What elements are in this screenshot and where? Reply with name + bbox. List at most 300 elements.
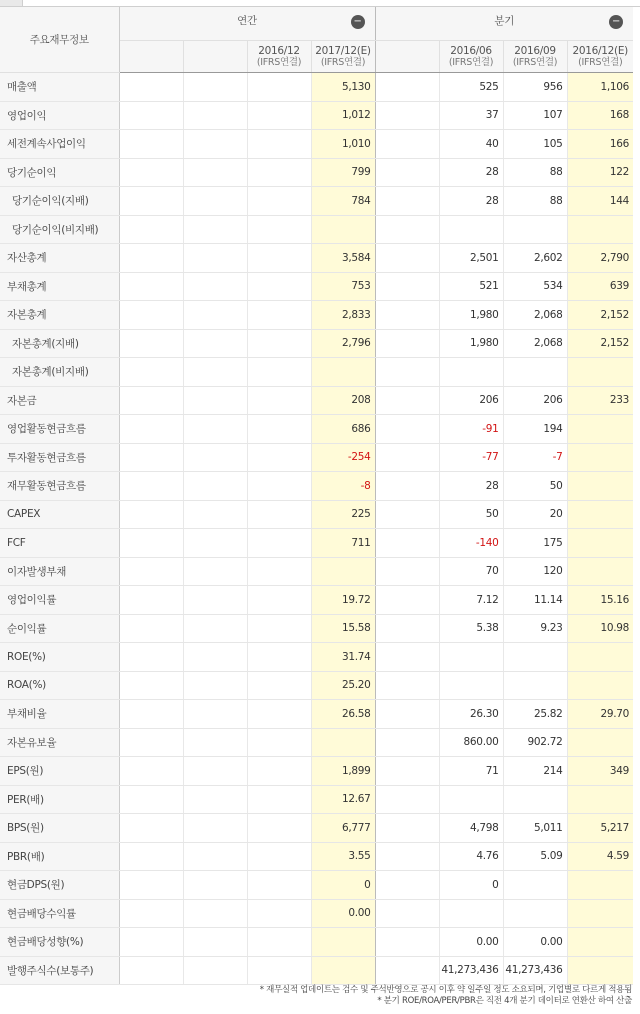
period-label: 2016/09 bbox=[514, 44, 556, 57]
value-cell bbox=[503, 671, 567, 700]
value-cell bbox=[567, 529, 633, 558]
value-cell bbox=[247, 329, 311, 358]
spacer-cell bbox=[375, 500, 439, 529]
row-label: PBR(배) bbox=[0, 842, 119, 871]
value-cell: 28 bbox=[439, 472, 503, 501]
value-cell: 0 bbox=[311, 871, 375, 900]
value-cell bbox=[183, 386, 247, 415]
row-label: 당기순이익 bbox=[0, 158, 119, 187]
value-cell bbox=[247, 728, 311, 757]
period-label: 2017/12(E) bbox=[315, 44, 371, 57]
value-cell: 2,152 bbox=[567, 329, 633, 358]
spacer-cell bbox=[375, 215, 439, 244]
period-header bbox=[119, 41, 183, 73]
top-tab-strip bbox=[0, 0, 640, 7]
period-header bbox=[311, 41, 375, 73]
value-cell: 2,796 bbox=[311, 329, 375, 358]
table-row bbox=[0, 586, 633, 615]
row-label: 발행주식수(보통주) bbox=[0, 956, 119, 985]
row-label: 부채총계 bbox=[0, 272, 119, 301]
spacer-cell bbox=[375, 272, 439, 301]
value-cell: 4.76 bbox=[439, 842, 503, 871]
value-cell bbox=[183, 244, 247, 273]
value-cell: 40 bbox=[439, 130, 503, 159]
row-label: 자본총계(지배) bbox=[0, 329, 119, 358]
value-cell: 5,011 bbox=[503, 814, 567, 843]
value-cell bbox=[183, 842, 247, 871]
value-cell bbox=[119, 158, 183, 187]
value-cell bbox=[183, 956, 247, 985]
value-cell: 2,152 bbox=[567, 301, 633, 330]
value-cell bbox=[247, 671, 311, 700]
spacer-cell bbox=[375, 700, 439, 729]
value-cell: -7 bbox=[503, 443, 567, 472]
row-label: FCF bbox=[0, 529, 119, 558]
value-cell bbox=[567, 871, 633, 900]
value-cell bbox=[567, 928, 633, 957]
value-cell bbox=[183, 671, 247, 700]
value-cell: 144 bbox=[567, 187, 633, 216]
spacer-cell bbox=[375, 130, 439, 159]
value-cell: 41,273,436 bbox=[503, 956, 567, 985]
quarter-group-header bbox=[375, 7, 633, 41]
value-cell: 168 bbox=[567, 101, 633, 130]
value-cell bbox=[247, 643, 311, 672]
spacer-cell bbox=[375, 358, 439, 387]
value-cell bbox=[439, 358, 503, 387]
value-cell: 175 bbox=[503, 529, 567, 558]
row-label: ROE(%) bbox=[0, 643, 119, 672]
row-label: 자본총계(비지배) bbox=[0, 358, 119, 387]
value-cell bbox=[119, 842, 183, 871]
row-label: 이자발생부채 bbox=[0, 557, 119, 586]
value-cell bbox=[183, 785, 247, 814]
row-label: 현금DPS(원) bbox=[0, 871, 119, 900]
value-cell: 639 bbox=[567, 272, 633, 301]
spacer-cell bbox=[375, 728, 439, 757]
row-label: BPS(원) bbox=[0, 814, 119, 843]
value-cell bbox=[567, 472, 633, 501]
spacer-cell bbox=[375, 557, 439, 586]
row-label: 현금배당수익률 bbox=[0, 899, 119, 928]
value-cell bbox=[503, 215, 567, 244]
value-cell bbox=[183, 557, 247, 586]
row-label: 순이익률 bbox=[0, 614, 119, 643]
value-cell: 225 bbox=[311, 500, 375, 529]
spacer-cell bbox=[375, 472, 439, 501]
value-cell: -91 bbox=[439, 415, 503, 444]
value-cell bbox=[183, 814, 247, 843]
value-cell bbox=[183, 272, 247, 301]
spacer-cell bbox=[375, 529, 439, 558]
value-cell: 107 bbox=[503, 101, 567, 130]
value-cell: 25.82 bbox=[503, 700, 567, 729]
table-row bbox=[0, 215, 633, 244]
value-cell: 6,777 bbox=[311, 814, 375, 843]
row-label: 당기순이익(비지배) bbox=[0, 215, 119, 244]
value-cell bbox=[247, 358, 311, 387]
value-cell: 860.00 bbox=[439, 728, 503, 757]
value-cell bbox=[119, 187, 183, 216]
value-cell bbox=[119, 244, 183, 273]
value-cell bbox=[183, 643, 247, 672]
value-cell bbox=[119, 415, 183, 444]
value-cell: 349 bbox=[567, 757, 633, 786]
value-cell bbox=[183, 415, 247, 444]
spacer-cell bbox=[375, 244, 439, 273]
value-cell bbox=[247, 928, 311, 957]
value-cell bbox=[119, 785, 183, 814]
value-cell: 11.14 bbox=[503, 586, 567, 615]
spacer-cell bbox=[375, 386, 439, 415]
value-cell: -140 bbox=[439, 529, 503, 558]
value-cell bbox=[119, 700, 183, 729]
period-header-spacer bbox=[375, 41, 439, 73]
period-basis: (IFRS연결) bbox=[448, 56, 494, 68]
value-cell bbox=[183, 329, 247, 358]
value-cell: 5,130 bbox=[311, 73, 375, 102]
spacer-cell bbox=[375, 871, 439, 900]
value-cell bbox=[247, 899, 311, 928]
value-cell: 19.72 bbox=[311, 586, 375, 615]
period-label: 2016/06 bbox=[450, 44, 492, 57]
value-cell bbox=[247, 443, 311, 472]
row-label: 자본유보율 bbox=[0, 728, 119, 757]
value-cell bbox=[183, 443, 247, 472]
value-cell bbox=[183, 871, 247, 900]
value-cell: 31.74 bbox=[311, 643, 375, 672]
collapse-quarter-icon[interactable]: − bbox=[609, 15, 623, 29]
period-basis: (IFRS연결) bbox=[256, 56, 302, 68]
value-cell: 521 bbox=[439, 272, 503, 301]
value-cell: -77 bbox=[439, 443, 503, 472]
spacer-cell bbox=[375, 73, 439, 102]
table-row bbox=[0, 386, 633, 415]
value-cell bbox=[311, 358, 375, 387]
value-cell bbox=[119, 358, 183, 387]
table-row bbox=[0, 757, 633, 786]
table-row bbox=[0, 928, 633, 957]
value-cell bbox=[567, 671, 633, 700]
value-cell bbox=[567, 899, 633, 928]
value-cell: 0.00 bbox=[503, 928, 567, 957]
spacer-cell bbox=[375, 956, 439, 985]
value-cell: 2,068 bbox=[503, 329, 567, 358]
value-cell: 15.58 bbox=[311, 614, 375, 643]
row-label: EPS(원) bbox=[0, 757, 119, 786]
spacer-cell bbox=[375, 899, 439, 928]
value-cell: 5,217 bbox=[567, 814, 633, 843]
value-cell: 105 bbox=[503, 130, 567, 159]
table-row bbox=[0, 671, 633, 700]
spacer-cell bbox=[375, 443, 439, 472]
value-cell bbox=[567, 643, 633, 672]
spacer-cell bbox=[375, 158, 439, 187]
table-row bbox=[0, 272, 633, 301]
value-cell bbox=[183, 529, 247, 558]
annual-group-label: 연간 bbox=[237, 15, 257, 27]
table-row bbox=[0, 73, 633, 102]
period-header bbox=[247, 41, 311, 73]
table-row bbox=[0, 956, 633, 985]
value-cell: 2,790 bbox=[567, 244, 633, 273]
value-cell: 0.00 bbox=[439, 928, 503, 957]
value-cell: 534 bbox=[503, 272, 567, 301]
value-cell bbox=[183, 928, 247, 957]
spacer-cell bbox=[375, 614, 439, 643]
value-cell: 20 bbox=[503, 500, 567, 529]
value-cell: 122 bbox=[567, 158, 633, 187]
value-cell: 166 bbox=[567, 130, 633, 159]
value-cell: 233 bbox=[567, 386, 633, 415]
value-cell bbox=[119, 557, 183, 586]
value-cell: 214 bbox=[503, 757, 567, 786]
row-label: 매출액 bbox=[0, 73, 119, 102]
top-tab[interactable] bbox=[0, 0, 23, 6]
spacer-cell bbox=[375, 301, 439, 330]
value-cell bbox=[311, 956, 375, 985]
value-cell bbox=[119, 871, 183, 900]
row-label: 재무활동현금흐름 bbox=[0, 472, 119, 501]
footnote-1: * 재무실적 업데이트는 검수 및 주석반영으로 공시 이후 약 일주일 정도 소요되며, 기업별로 다르게 적용됨 bbox=[259, 985, 632, 995]
period-basis: (IFRS연결) bbox=[512, 56, 558, 68]
value-cell bbox=[119, 529, 183, 558]
value-cell: 525 bbox=[439, 73, 503, 102]
table-row bbox=[0, 728, 633, 757]
value-cell bbox=[247, 73, 311, 102]
row-label: 영업이익률 bbox=[0, 586, 119, 615]
value-cell bbox=[119, 928, 183, 957]
value-cell: 26.30 bbox=[439, 700, 503, 729]
value-cell bbox=[119, 101, 183, 130]
value-cell bbox=[247, 785, 311, 814]
value-cell: 2,833 bbox=[311, 301, 375, 330]
table-row bbox=[0, 443, 633, 472]
table-title: 주요재무정보 bbox=[0, 7, 119, 73]
value-cell bbox=[119, 73, 183, 102]
value-cell bbox=[183, 899, 247, 928]
value-cell bbox=[247, 386, 311, 415]
row-label: 투자활동현금흐름 bbox=[0, 443, 119, 472]
footnote-2: * 분기 ROE/ROA/PER/PBR은 직전 4개 분기 데이터로 연환산 하여 산출 bbox=[377, 996, 632, 1006]
value-cell: 753 bbox=[311, 272, 375, 301]
value-cell: 7.12 bbox=[439, 586, 503, 615]
spacer-cell bbox=[375, 671, 439, 700]
row-label: 자본총계 bbox=[0, 301, 119, 330]
spacer-cell bbox=[375, 643, 439, 672]
value-cell bbox=[247, 500, 311, 529]
spacer-cell bbox=[375, 586, 439, 615]
value-cell bbox=[567, 557, 633, 586]
value-cell bbox=[503, 785, 567, 814]
value-cell bbox=[119, 386, 183, 415]
spacer-cell bbox=[375, 757, 439, 786]
value-cell bbox=[311, 728, 375, 757]
value-cell bbox=[119, 899, 183, 928]
value-cell: 41,273,436 bbox=[439, 956, 503, 985]
value-cell bbox=[183, 586, 247, 615]
table-row bbox=[0, 814, 633, 843]
value-cell: 28 bbox=[439, 187, 503, 216]
quarter-group-label: 분기 bbox=[494, 15, 515, 27]
value-cell bbox=[567, 215, 633, 244]
table-row bbox=[0, 244, 633, 273]
value-cell: 686 bbox=[311, 415, 375, 444]
table-body bbox=[0, 73, 633, 985]
value-cell: 12.67 bbox=[311, 785, 375, 814]
value-cell bbox=[247, 842, 311, 871]
spacer-cell bbox=[375, 928, 439, 957]
table-row bbox=[0, 500, 633, 529]
value-cell: 5.38 bbox=[439, 614, 503, 643]
value-cell bbox=[567, 443, 633, 472]
value-cell bbox=[503, 871, 567, 900]
value-cell bbox=[247, 586, 311, 615]
value-cell bbox=[567, 785, 633, 814]
value-cell bbox=[247, 244, 311, 273]
value-cell bbox=[119, 301, 183, 330]
value-cell bbox=[119, 614, 183, 643]
value-cell: 5.09 bbox=[503, 842, 567, 871]
value-cell bbox=[567, 500, 633, 529]
row-label: 영업이익 bbox=[0, 101, 119, 130]
value-cell: 88 bbox=[503, 187, 567, 216]
table-row bbox=[0, 187, 633, 216]
table-row bbox=[0, 785, 633, 814]
value-cell: 120 bbox=[503, 557, 567, 586]
value-cell bbox=[247, 956, 311, 985]
value-cell bbox=[311, 928, 375, 957]
value-cell: 1,012 bbox=[311, 101, 375, 130]
value-cell: 799 bbox=[311, 158, 375, 187]
value-cell bbox=[119, 757, 183, 786]
value-cell bbox=[311, 215, 375, 244]
period-header bbox=[439, 41, 503, 73]
table-row bbox=[0, 871, 633, 900]
value-cell bbox=[247, 614, 311, 643]
value-cell bbox=[247, 529, 311, 558]
value-cell bbox=[183, 187, 247, 216]
row-label: 세전계속사업이익 bbox=[0, 130, 119, 159]
row-label: 현금배당성향(%) bbox=[0, 928, 119, 957]
value-cell bbox=[183, 472, 247, 501]
table-row bbox=[0, 358, 633, 387]
annual-group-header bbox=[119, 7, 375, 41]
value-cell bbox=[183, 158, 247, 187]
value-cell: 206 bbox=[503, 386, 567, 415]
value-cell bbox=[183, 101, 247, 130]
spacer-cell bbox=[375, 101, 439, 130]
value-cell bbox=[247, 871, 311, 900]
value-cell bbox=[247, 130, 311, 159]
value-cell: 29.70 bbox=[567, 700, 633, 729]
table-row bbox=[0, 899, 633, 928]
value-cell bbox=[119, 671, 183, 700]
table-row bbox=[0, 158, 633, 187]
value-cell bbox=[247, 557, 311, 586]
value-cell: 956 bbox=[503, 73, 567, 102]
table-row bbox=[0, 415, 633, 444]
value-cell bbox=[567, 728, 633, 757]
value-cell bbox=[119, 272, 183, 301]
value-cell bbox=[247, 700, 311, 729]
value-cell: 206 bbox=[439, 386, 503, 415]
collapse-annual-icon[interactable]: − bbox=[351, 15, 365, 29]
row-label: 당기순이익(지배) bbox=[0, 187, 119, 216]
period-label: 2016/12 bbox=[258, 44, 300, 57]
value-cell bbox=[439, 215, 503, 244]
spacer-cell bbox=[375, 785, 439, 814]
value-cell: 0.00 bbox=[311, 899, 375, 928]
value-cell: 1,899 bbox=[311, 757, 375, 786]
table-row bbox=[0, 842, 633, 871]
spacer-cell bbox=[375, 415, 439, 444]
value-cell bbox=[503, 899, 567, 928]
value-cell bbox=[503, 643, 567, 672]
financial-summary-table bbox=[0, 7, 633, 985]
table-row bbox=[0, 101, 633, 130]
footnotes bbox=[260, 985, 632, 1007]
row-label: CAPEX bbox=[0, 500, 119, 529]
value-cell: 4,798 bbox=[439, 814, 503, 843]
value-cell bbox=[183, 215, 247, 244]
spacer-cell bbox=[375, 187, 439, 216]
value-cell bbox=[119, 586, 183, 615]
value-cell bbox=[247, 101, 311, 130]
value-cell bbox=[439, 643, 503, 672]
value-cell bbox=[311, 557, 375, 586]
value-cell bbox=[247, 757, 311, 786]
value-cell: 9.23 bbox=[503, 614, 567, 643]
value-cell bbox=[247, 158, 311, 187]
value-cell bbox=[183, 500, 247, 529]
value-cell bbox=[183, 301, 247, 330]
spacer-cell bbox=[375, 842, 439, 871]
value-cell: 2,068 bbox=[503, 301, 567, 330]
value-cell bbox=[439, 671, 503, 700]
value-cell: 784 bbox=[311, 187, 375, 216]
value-cell bbox=[247, 215, 311, 244]
value-cell bbox=[503, 358, 567, 387]
spacer-cell bbox=[375, 814, 439, 843]
value-cell: 3,584 bbox=[311, 244, 375, 273]
row-label: ROA(%) bbox=[0, 671, 119, 700]
value-cell: 1,980 bbox=[439, 329, 503, 358]
value-cell: 3.55 bbox=[311, 842, 375, 871]
value-cell bbox=[183, 358, 247, 387]
row-label: 부채비율 bbox=[0, 700, 119, 729]
value-cell bbox=[439, 899, 503, 928]
value-cell bbox=[119, 443, 183, 472]
row-label: PER(배) bbox=[0, 785, 119, 814]
value-cell: -8 bbox=[311, 472, 375, 501]
value-cell: 208 bbox=[311, 386, 375, 415]
value-cell: 25.20 bbox=[311, 671, 375, 700]
value-cell: 15.16 bbox=[567, 586, 633, 615]
period-basis: (IFRS연결) bbox=[578, 56, 623, 68]
value-cell: 902.72 bbox=[503, 728, 567, 757]
value-cell: 71 bbox=[439, 757, 503, 786]
value-cell: 26.58 bbox=[311, 700, 375, 729]
value-cell: 0 bbox=[439, 871, 503, 900]
value-cell bbox=[183, 700, 247, 729]
value-cell: 2,602 bbox=[503, 244, 567, 273]
value-cell bbox=[183, 614, 247, 643]
table-row bbox=[0, 643, 633, 672]
value-cell bbox=[183, 757, 247, 786]
value-cell bbox=[183, 73, 247, 102]
value-cell bbox=[183, 728, 247, 757]
